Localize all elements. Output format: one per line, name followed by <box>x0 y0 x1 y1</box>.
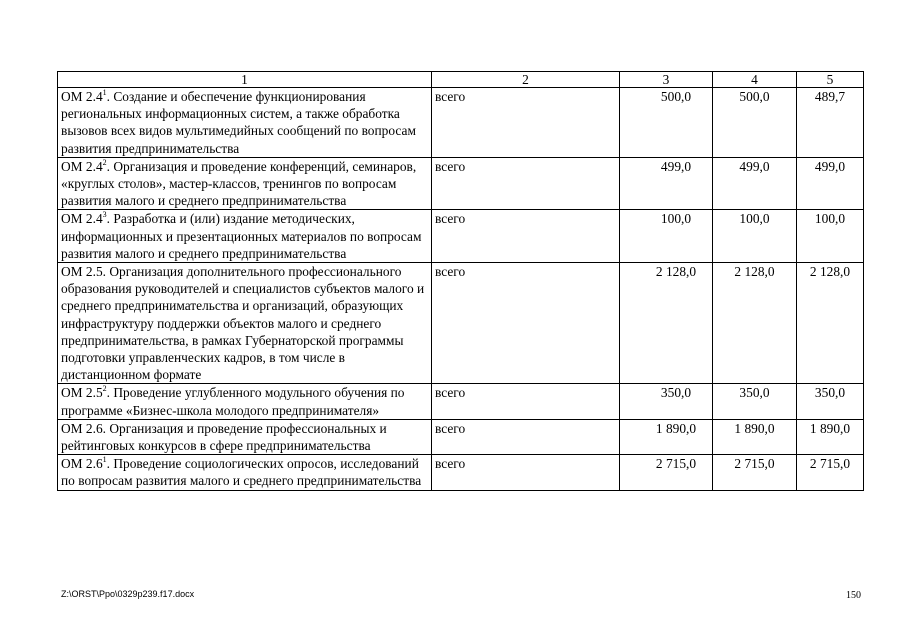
funding-source-cell: всего <box>432 384 620 419</box>
amount-value: 1 890,0 <box>655 420 697 436</box>
measure-code: ОМ 2.5 <box>61 385 103 401</box>
amount-cell-col4 <box>713 263 797 384</box>
measure-code-superscript: 1 <box>102 455 107 465</box>
amount-cell-col3 <box>620 384 713 419</box>
measure-name-cell <box>58 88 432 158</box>
footer-file-path: Z:\ORST\Ppo\0329p239.f17.docx <box>61 589 195 599</box>
budget-table <box>57 71 864 491</box>
table-row <box>58 419 864 454</box>
amount-value: 2 128,0 <box>809 264 851 280</box>
table-row <box>58 210 864 263</box>
measure-description: . Организация и проведение профессиональных и рейтинговых конкурсов в сфере предпринимательства <box>61 420 387 454</box>
amount-value: 350,0 <box>814 385 846 401</box>
amount-value: 100,0 <box>660 211 692 227</box>
measure-name-cell <box>58 419 432 454</box>
measure-description: . Организация дополнительного профессионального образования руководителей и специалистов субъектов малого и среднего предпринимательства и организаций, образующих инфраструктуру поддержки объектов малого и среднего предпринимательства, в рамках Губернаторской программы подготовки управленческих кадров, в том числе в дистанционном формате <box>61 264 425 383</box>
amount-value: 2 715,0 <box>655 456 697 472</box>
table-row <box>58 455 864 490</box>
amount-value: 499,0 <box>660 158 692 174</box>
measure-description: . Организация и проведение конференций, семинаров, «круглых столов», мастер-классов, тренингов по вопросам развития малого и среднего предпринимательства <box>61 158 417 209</box>
amount-value: 100,0 <box>814 211 846 227</box>
amount-value: 2 128,0 <box>734 264 775 280</box>
table-header-row <box>58 72 864 88</box>
measure-code-superscript: 1 <box>102 88 107 97</box>
amount-value: 1 890,0 <box>809 420 851 436</box>
amount-cell-col5 <box>797 157 864 210</box>
table-row <box>58 88 864 158</box>
amount-value: 350,0 <box>660 385 692 401</box>
funding-source-cell: всего <box>432 263 620 384</box>
measure-description: . Создание и обеспечение функционирования региональных информационных систем, а также обработка вызовов всех видов мультимедийных сообщений по вопросам развития предпринимательства <box>61 89 416 156</box>
measure-code: ОМ 2.5 <box>61 264 103 280</box>
footer-page-number: 150 <box>846 590 861 601</box>
amount-cell-col5 <box>797 210 864 263</box>
amount-value: 100,0 <box>739 211 770 227</box>
amount-value: 1 890,0 <box>734 420 775 436</box>
amount-cell-col4 <box>713 455 797 490</box>
amount-cell-col4 <box>713 210 797 263</box>
amount-value: 500,0 <box>660 89 692 104</box>
amount-cell-col4 <box>713 88 797 158</box>
amount-cell-col3 <box>620 157 713 210</box>
measure-code: ОМ 2.6 <box>61 420 103 436</box>
amount-cell-col5 <box>797 419 864 454</box>
table-row <box>58 263 864 384</box>
measure-name-cell <box>58 384 432 419</box>
measure-code: ОМ 2.6 <box>61 456 103 472</box>
measure-name-cell <box>58 263 432 384</box>
measure-code-superscript: 2 <box>102 157 107 167</box>
table-row <box>58 157 864 210</box>
funding-source-cell: всего <box>432 157 620 210</box>
funding-source-cell: всего <box>432 455 620 490</box>
amount-cell-col4 <box>713 384 797 419</box>
funding-source-cell: всего <box>432 88 620 158</box>
amount-value: 500,0 <box>739 89 770 104</box>
amount-value: 2 128,0 <box>655 264 697 280</box>
measure-code-superscript: 2 <box>102 384 107 394</box>
amount-cell-col3 <box>620 88 713 158</box>
column-header: 2 <box>432 72 620 88</box>
measure-description: . Разработка и (или) издание методических, информационных и презентационных материалов по вопросам развития малого и среднего предпринимательства <box>61 211 422 261</box>
amount-cell-col3 <box>620 455 713 490</box>
amount-cell-col5 <box>797 88 864 158</box>
amount-cell-col3 <box>620 419 713 454</box>
amount-value: 499,0 <box>739 158 770 174</box>
amount-cell-col3 <box>620 263 713 384</box>
measure-code-superscript: 3 <box>102 210 107 220</box>
funding-source-cell: всего <box>432 210 620 263</box>
column-header: 4 <box>713 72 797 88</box>
amount-value: 350,0 <box>739 385 770 401</box>
amount-value: 489,7 <box>814 89 846 104</box>
column-header: 5 <box>797 72 864 88</box>
amount-cell-col5 <box>797 263 864 384</box>
amount-cell-col3 <box>620 210 713 263</box>
measure-name-cell <box>58 210 432 263</box>
measure-description: . Проведение углубленного модульного обучения по программе «Бизнес-школа молодого предпринимателя» <box>61 385 405 418</box>
measure-name-cell <box>58 455 432 490</box>
funding-source-cell: всего <box>432 419 620 454</box>
measure-code: ОМ 2.4 <box>61 89 103 104</box>
measure-name-cell <box>58 157 432 210</box>
table-body <box>58 72 864 491</box>
amount-cell-col5 <box>797 455 864 490</box>
measure-code: ОМ 2.4 <box>61 211 103 227</box>
amount-value: 499,0 <box>814 158 846 174</box>
amount-cell-col5 <box>797 384 864 419</box>
amount-value: 2 715,0 <box>809 456 851 472</box>
amount-value: 2 715,0 <box>734 456 775 472</box>
amount-cell-col4 <box>713 157 797 210</box>
measure-code: ОМ 2.4 <box>61 158 103 174</box>
table-row <box>58 384 864 419</box>
amount-cell-col4 <box>713 419 797 454</box>
column-header: 3 <box>620 72 713 88</box>
column-header: 1 <box>58 72 432 88</box>
measure-description: . Проведение социологических опросов, исследований по вопросам развития малого и среднего предпринимательства <box>61 456 422 489</box>
